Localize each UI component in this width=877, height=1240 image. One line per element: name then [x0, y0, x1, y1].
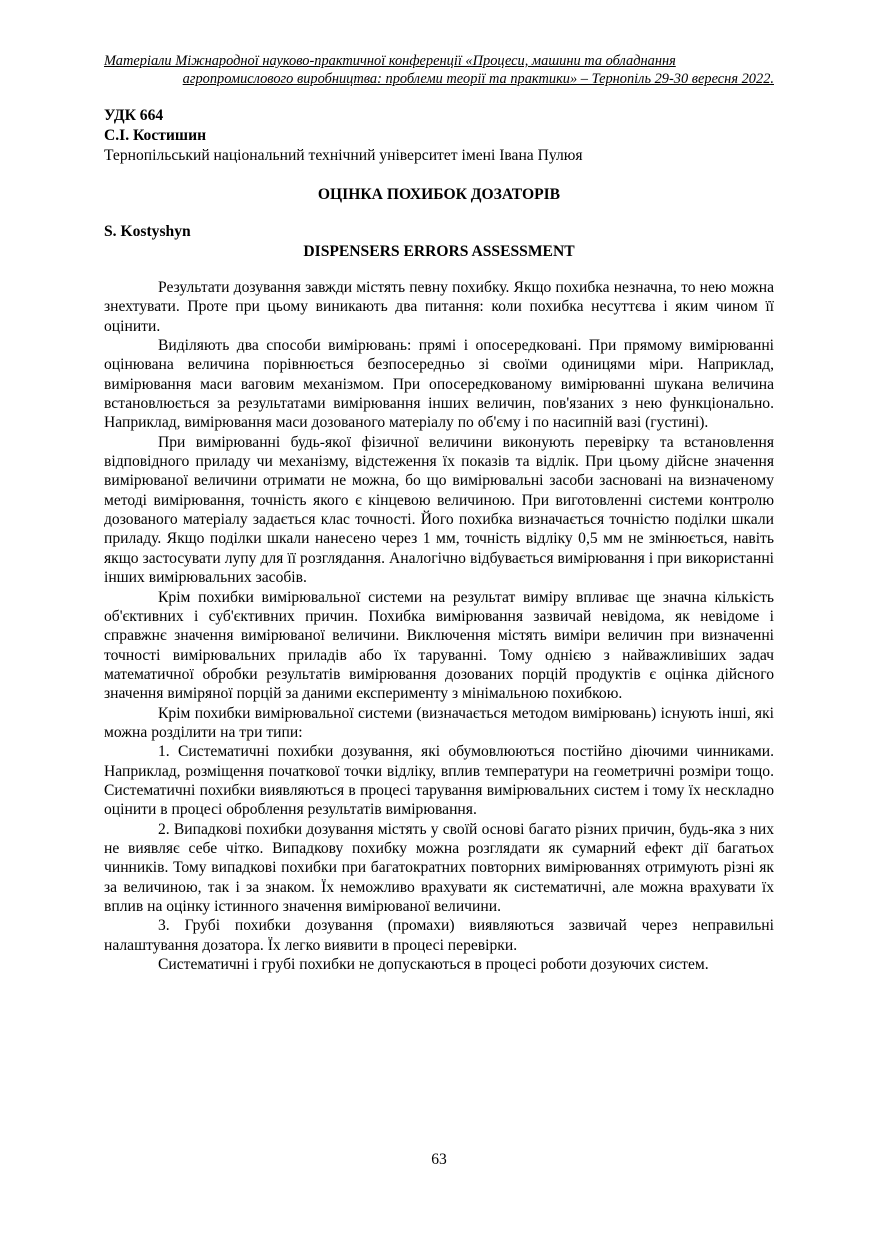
header-line-2: агропромислового виробництва: проблеми теорії та практики» – Тернопіль 29-30 вересня 2022.	[182, 71, 774, 87]
author-en: S. Kostyshyn	[104, 223, 191, 240]
paragraph: Крім похибки вимірювальної системи (визначається методом вимірювань) існують інші, які можна розділити на три типи:	[104, 704, 774, 741]
paragraph: Виділяють два способи вимірювань: прямі і опосередковані. При прямому вимірюванні оцінювана величина порівнюється безпосередньо зі своїми одиницями міри. Наприклад, вимірювання маси ваговим механізмом. При опосередкованому вимірюванні шукана величина встановлюється за результатами вимірювання інших величин, пов'язаних з нею функціонально. Наприклад, вимірювання маси дозованого матеріалу по об'єму і по насипній вазі (густині).	[104, 337, 774, 432]
paragraph: Крім похибки вимірювальної системи на результат виміру впливає ще значна кількість об'єктивних і суб'єктивних причин. Похибка вимірювання зазвичай невідома, як невідоме і справжнє значення вимірюваної величини. Виключення містять виміри величин при визначенні точності вимірювальних приладів або їх таруванні. Тому однією з найважливіших задач математичної обробки результатів вимірювання дозованих порцій продуктів є оцінка дійсного значення виміряної порцій за даними експерименту з мінімальною похибкою.	[104, 588, 774, 703]
paragraph: При вимірюванні будь-якої фізичної величини виконують перевірку та встановлення відповідного приладу чи механізму, відстеження їх показів та відлік. При цьому дійсне значення вимірюваної величини отримати не можна, бо що вимірювальні засоби засновані на визначеному методі вимірювання, точність якого є кінцевою величиною. При виготовленні системи контролю дозованого матеріалу задається клас точності. Його похибка визначається точністю поділки шкали приладу. Якщо поділки шкали нанесено через 1 мм, точність відліку 0,5 мм не змінюється, навіть якщо застосувати лупу для її розглядання. Аналогічно відбувається вимірювання і при використанні інших вимірювальних засобів.	[104, 433, 774, 587]
header-line-1: Матеріали Міжнародної науково-практичної конференції «Процеси, машини та обладнання	[104, 53, 676, 69]
list-item: 1. Систематичні похибки дозування, які обумовлюються постійно діючими чинниками. Наприклад, розміщення початкової точки відліку, вплив температури на геометричні розміри тощо. Систематичні похибки виявляються в процесі тарування вимірювальних систем і тому їх нескладно оцінити в процесі оброблення результатів вимірювання.	[104, 743, 774, 819]
conference-header	[104, 52, 774, 88]
list-item: 3. Грубі похибки дозування (промахи) виявляються зазвичай через неправильні налаштування дозатора. Їх легко виявити в процесі перевірки.	[104, 917, 774, 954]
title-en: DISPENSERS ERRORS ASSESSMENT	[303, 243, 575, 260]
article-body	[104, 278, 774, 974]
page-number: 63	[431, 1151, 447, 1168]
paragraph: Систематичні і грубі похибки не допускаються в процесі роботи дозуючих систем.	[158, 956, 709, 974]
affiliation: Тернопільський національний технічний університет імені Івана Пулюя	[104, 147, 583, 164]
title-ua: ОЦІНКА ПОХИБОК ДОЗАТОРІВ	[317, 186, 561, 203]
list-item: 2. Випадкові похибки дозування містять у своїй основі багато різних причин, будь-яка з них не виявляє себе чітко. Випадкову похибку можна розглядати як сумарний ефект дії багатьох чинників. Тому випадкові похибки при багатократних повторних вимірюваннях отримують різні як за величиною, так і за знаком. Їх неможливо врахувати як систематичні, але можна врахувати їх вплив на оцінку істинного значення вимірюваної величини.	[104, 820, 774, 915]
udk-code: УДК 664	[104, 107, 164, 124]
author-ua: С.І. Костишин	[104, 127, 207, 144]
paragraph: Результати дозування завжди містять певну похибку. Якщо похибка незначна, то нею можна знехтувати. Проте при цьому виникають два питання: коли похибка несуттєва і яким чином її оцінити.	[104, 279, 774, 335]
